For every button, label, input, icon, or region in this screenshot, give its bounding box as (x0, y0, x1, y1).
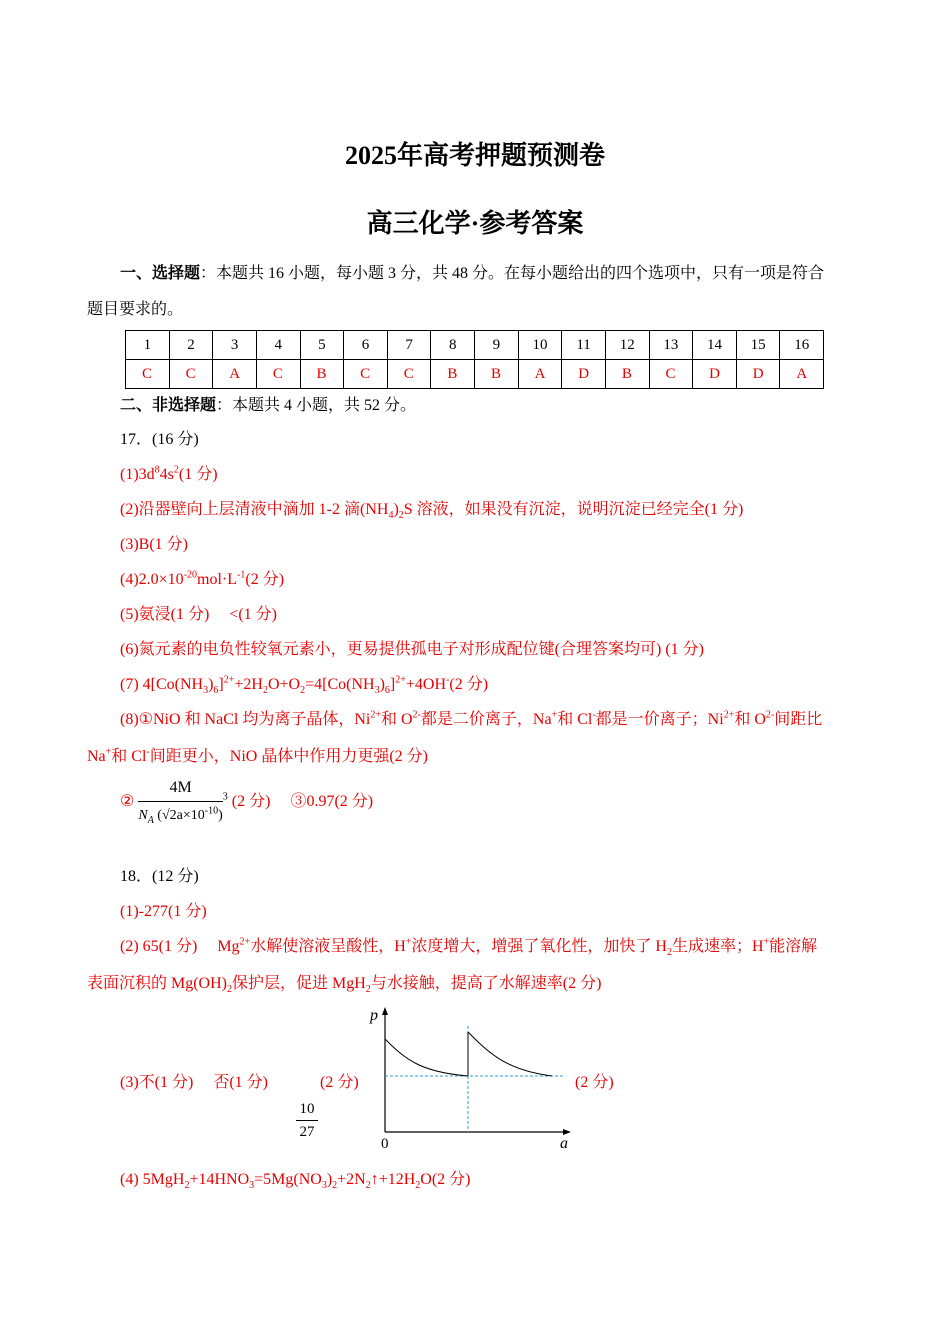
fraction-denominator: 27 (296, 1120, 318, 1141)
q18-answer-2-line2: 表面沉积的 $Mg(OH)_2$保护层，促进 MgH$_2$与水接触，提高了水解速率(2 分) (87, 975, 602, 996)
answer-table-answer-cell: D (736, 360, 780, 389)
answer-table-answer-cell: B (475, 360, 519, 389)
fraction-10-27 (296, 1100, 318, 1141)
answer-table-answer-cell: C (344, 360, 388, 389)
answer-table-number-cell: 7 (387, 331, 431, 360)
answer-table-answer-cell: D (693, 360, 737, 389)
answer-table-number-cell: 2 (169, 331, 213, 360)
q18-answer-1: (1)-277(1 分) (120, 903, 207, 920)
q17-answer-6: (6)氮元素的电负性较氧元素小，更易提供孤电子对形成配位键(合理答案均可) (1 分) (120, 641, 704, 658)
answer-table-number-cell: 9 (475, 331, 519, 360)
q18-answer-3c-score: (2 分) (575, 1074, 614, 1091)
circled-two: ② (120, 793, 135, 810)
answer-table (125, 330, 824, 389)
q17-answer-8-line1: (8)①NiO 和 NaCl 均为离子晶体，$Ni^{2+}$和 $O^{2-}$都是二价离子，Na+和 Cl-都是一价离子；$Ni^{2+}$和 $O^{2-}$间距比 (120, 709, 823, 728)
section1-desc-line2: 题目要求的。 (87, 301, 184, 318)
q17-answer-3: (3)B(1 分) (120, 536, 188, 553)
section2-intro (120, 396, 416, 416)
q17-answer-1: $(1)3d^84s^2(1$ 分) (120, 464, 218, 483)
answer-table-answer-cell: B (300, 360, 344, 389)
graph-origin-label: 0 (381, 1136, 389, 1150)
q17-answer-2: (2)沿器壁向上层清液中滴加 1-2 滴$(NH_4)_2S$ 溶液，如果没有沉淀，说明沉淀已经完全(1 分) (120, 501, 744, 522)
answer-table-number-cell: 10 (518, 331, 562, 360)
q17-header: 17．(16 分) (120, 431, 199, 448)
formula-denominator: $N_A$ $(√2a\times 10^{-10})$ (138, 801, 222, 826)
answer-table-number-cell: 12 (605, 331, 649, 360)
cube-exponent: 3 (222, 791, 228, 803)
q18-answer-3b-score: (2 分) (320, 1074, 359, 1091)
section1-desc-line1: ：本题共 16 小题，每小题 3 分，共 48 分。在每小题给出的四个选项中，只有一项是符合 (200, 265, 825, 282)
answer-table-answer-cell: A (213, 360, 257, 389)
answer-table-answer-cell: C (169, 360, 213, 389)
page-subtitle: 高三化学·参考答案 (366, 209, 584, 238)
answer-table-answer-cell: C (387, 360, 431, 389)
q18-answer-3a: (3)不(1 分) 否(1 分) (120, 1074, 268, 1091)
pressure-graph (360, 1004, 580, 1150)
answer-table-answer-cell: A (780, 360, 824, 389)
answer-table-answer-cell: B (431, 360, 475, 389)
answer-table-number-cell: 1 (126, 331, 170, 360)
answer-table-number-cell: 6 (344, 331, 388, 360)
answer-table-answer-cell: C (126, 360, 170, 389)
formula-numerator: 4M (169, 779, 192, 796)
answer-table-answer-row (126, 360, 824, 389)
q17-answer-8b (120, 778, 373, 826)
answer-table-answer-cell: B (605, 360, 649, 389)
section1-intro (120, 264, 824, 284)
q17-answer-8b-score: (2 分) ③0.97(2 分) (231, 793, 374, 810)
density-formula (138, 778, 222, 826)
answer-table-number-row (126, 331, 824, 360)
graph-y-arrow (382, 1007, 388, 1015)
q17-answer-5: (5)氨浸(1 分) <(1 分) (120, 606, 277, 623)
answer-table-number-cell: 3 (213, 331, 257, 360)
answer-table-answer-cell: C (256, 360, 300, 389)
page-title: 2025年高考押题预测卷 (344, 141, 605, 170)
answer-table-number-cell: 5 (300, 331, 344, 360)
answer-table-number-cell: 13 (649, 331, 693, 360)
answer-table-number-cell: 8 (431, 331, 475, 360)
graph-curve-2 (468, 1032, 552, 1076)
answer-table-answer-cell: D (562, 360, 606, 389)
graph-curve-1 (385, 1039, 468, 1076)
graph-x-label: a (560, 1135, 568, 1150)
q18-answer-2-line1: (2) 65(1 分) $Mg^{2+}$水解使溶液呈酸性，H+浓度增大，增强了氧化性，加快了 $H_2$生成速率；H+能溶解 (120, 936, 818, 959)
section2-label: 二、非选择题 (120, 397, 217, 414)
q18-header: 18．(12 分) (120, 868, 199, 885)
q17-answer-7: (7) $4[Co(NH_3)_6]^{2+}+2H_2O+O_2=4[Co(NH_3)_6]^{2+}+4OH^-(2$ 分) (120, 674, 489, 697)
answer-table-number-cell: 15 (736, 331, 780, 360)
answer-table-number-cell: 11 (562, 331, 606, 360)
answer-table-number-cell: 16 (780, 331, 824, 360)
answer-table-answer-cell: A (518, 360, 562, 389)
section2-desc: ：本题共 4 小题，共 52 分。 (216, 397, 417, 414)
section1-label: 一、选择题 (120, 265, 201, 282)
fraction-numerator: 10 (299, 1101, 315, 1117)
q17-answer-8-line2: Na+和 Cl-间距更小，NiO 晶体中作用力更强(2 分) (87, 746, 428, 765)
answer-table-number-cell: 4 (256, 331, 300, 360)
graph-y-label: p (370, 1007, 378, 1024)
answer-table-answer-cell: C (649, 360, 693, 389)
answer-table-number-cell: 14 (693, 331, 737, 360)
q18-answer-4: (4) $5MgH_2+14HNO_3=5Mg(NO_3)_2+2N_2↑+12H_2O(2$ 分) (120, 1171, 471, 1192)
q17-answer-4: $(4)2.0\times 10^{-20}mol\cdot L^{-1}(2$ 分) (120, 569, 285, 588)
